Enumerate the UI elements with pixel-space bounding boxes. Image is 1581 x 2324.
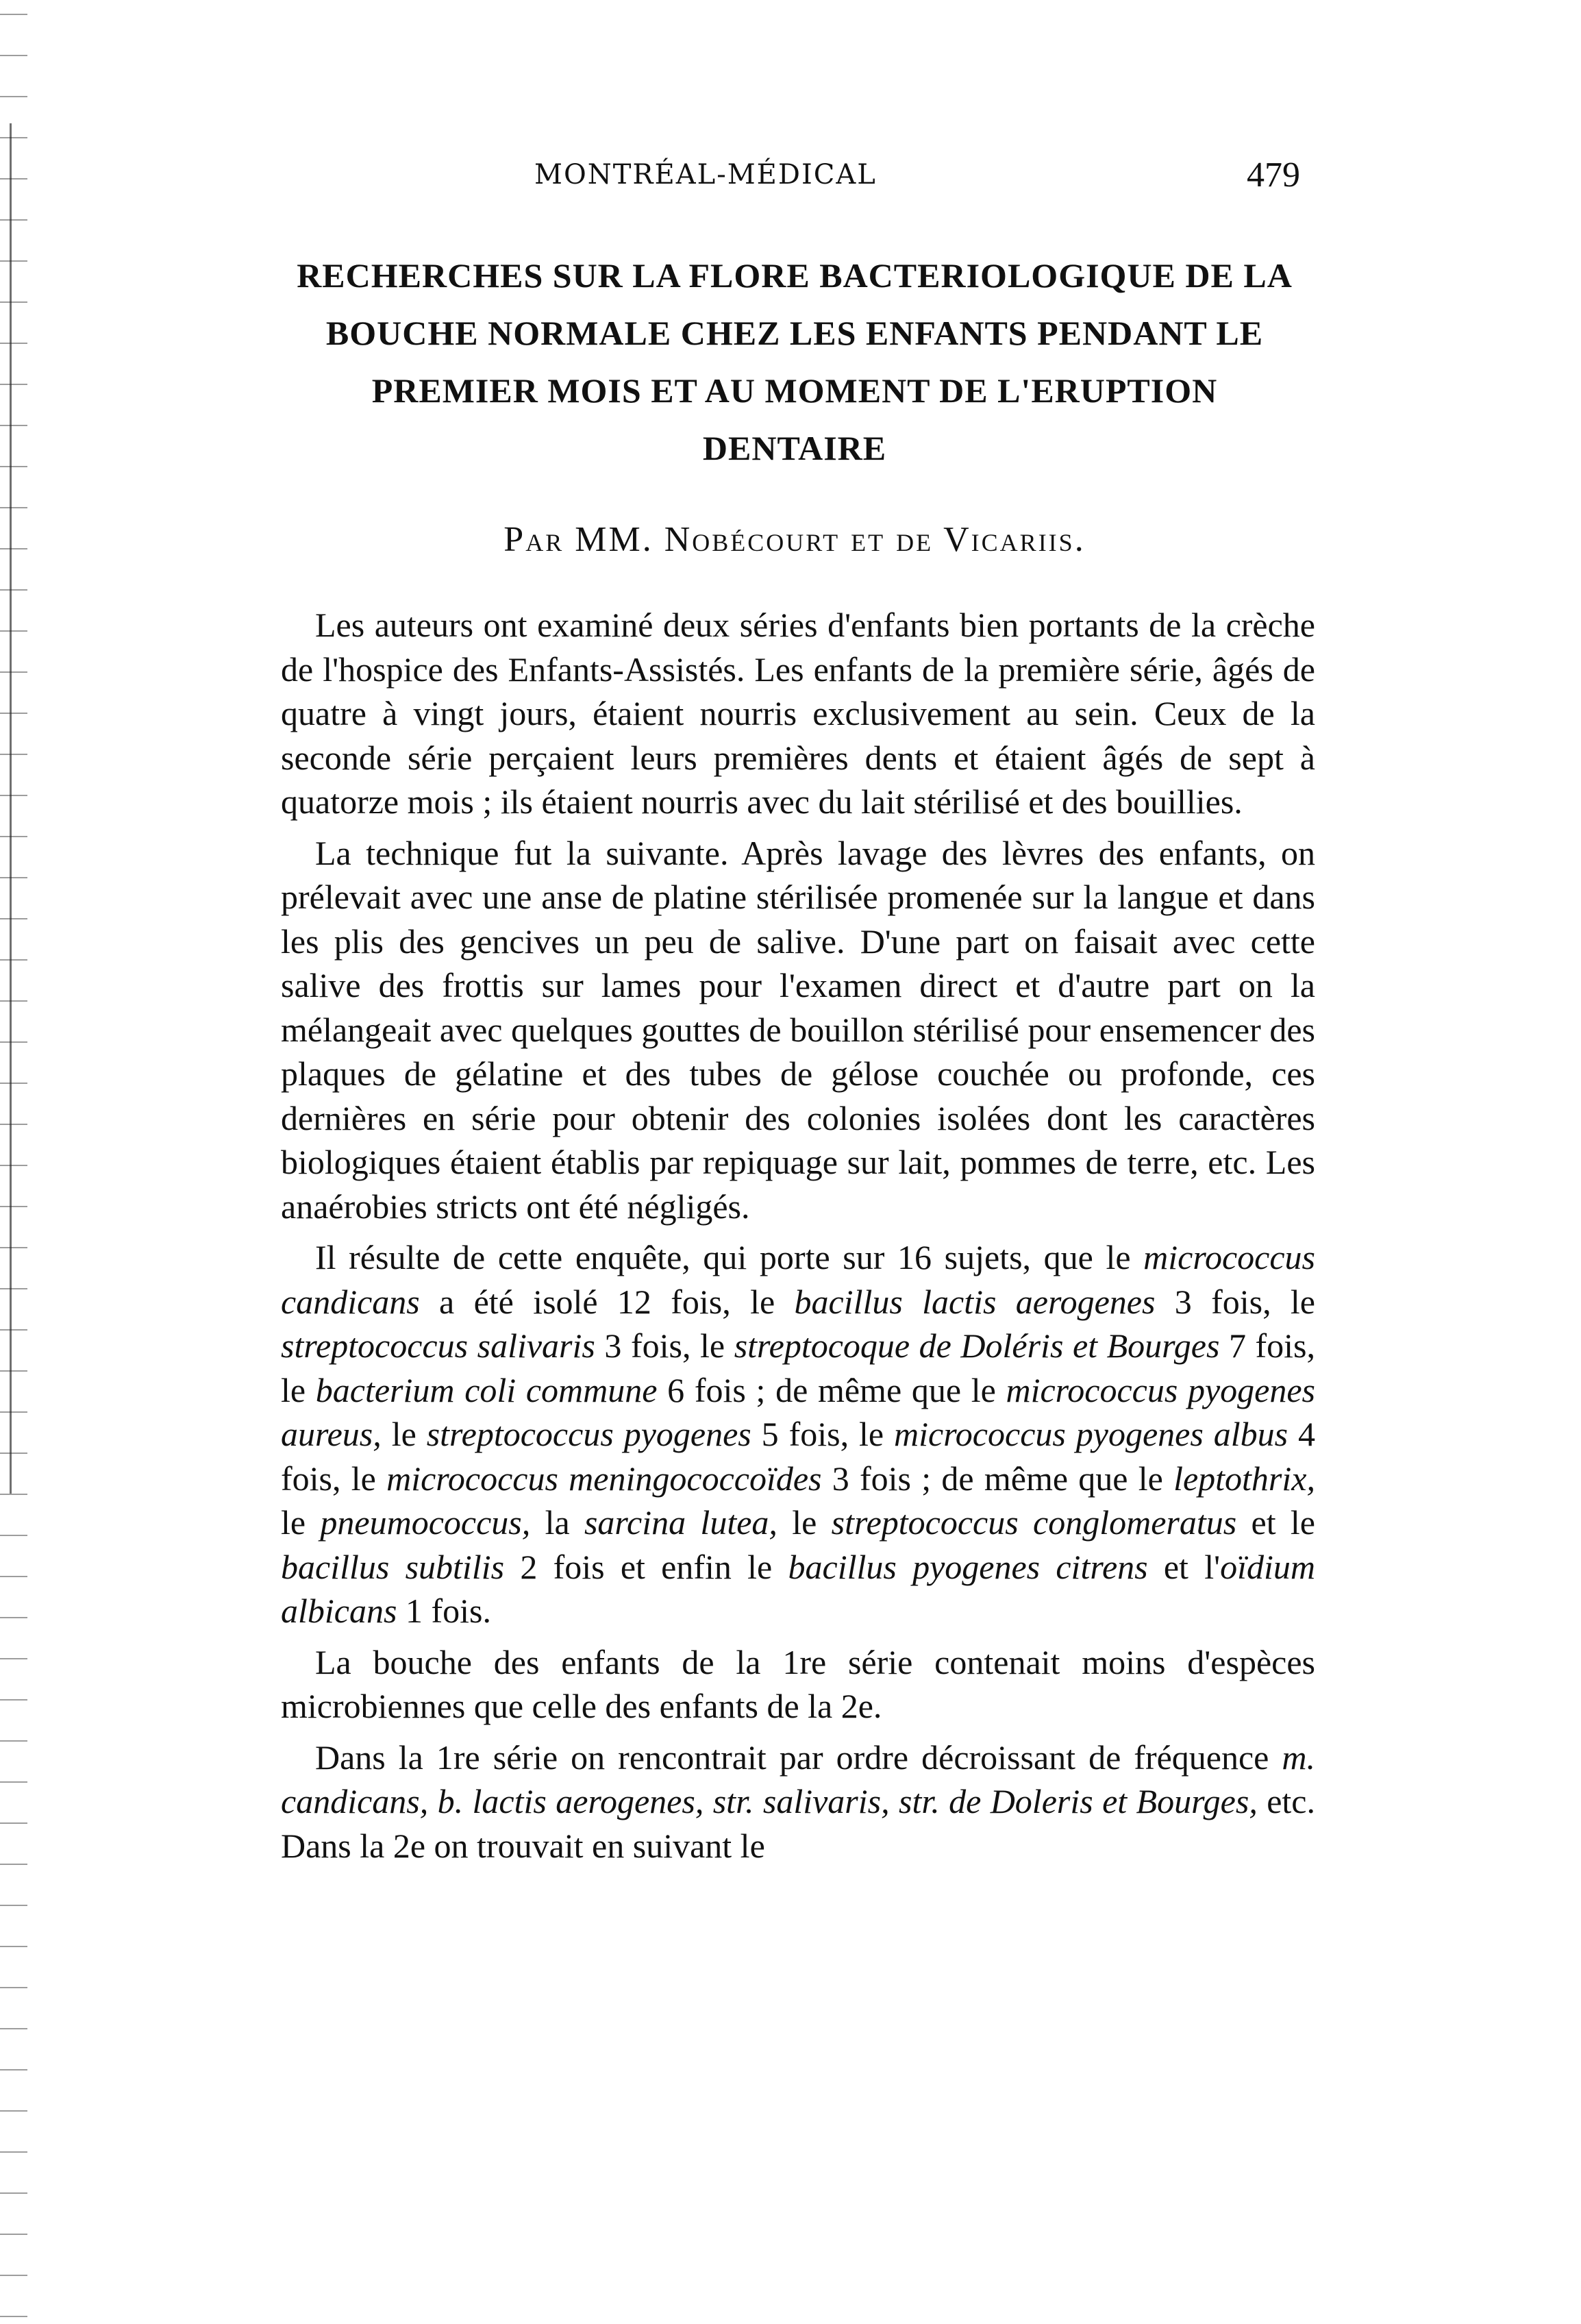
title-line: DENTAIRE — [702, 429, 887, 467]
scan-binding-line — [10, 123, 12, 1494]
text-run: la — [530, 1503, 584, 1542]
title-line: RECHERCHES SUR LA FLORE BACTERIOLOGIQUE DE LA — [297, 256, 1293, 295]
species-name: micrococcus candicans — [281, 1238, 1315, 1321]
text-run: 4 fois, le — [281, 1415, 1315, 1498]
species-name: sarcina lutea, — [584, 1503, 777, 1542]
text-run: etc. Dans la 2e on trouvait en suivant le — [281, 1782, 1315, 1865]
text-run: 6 fois ; de même que le — [657, 1370, 1006, 1409]
title-line: PREMIER MOIS ET AU MOMENT DE L'ERUPTION — [371, 371, 1218, 410]
text-run: le — [381, 1415, 427, 1453]
text-run: et le — [1236, 1503, 1315, 1542]
paragraph: La technique fut la suivante. Après lavage des lèvres des enfants, on prélevait avec une anse de platine stérilisée promenée sur la langue et dans les plis des gencives un peu de salive. D'une part on faisait avec cette salive des frottis sur lames pour l'examen direct et d'autre part on la mélangeait avec quelques gouttes de bouillon stérilisé pour ensemencer des plaques de gélatine et des tubes de gélose couchée ou profonde, ces dernières en série pour obtenir des colonies isolées dont les caractères biologiques étaient établis par repiquage sur lait, pommes de terre, etc. Les anaérobies stricts ont été négligés. — [281, 833, 1315, 1226]
text-run: et l' — [1147, 1547, 1221, 1586]
article-body — [281, 603, 1315, 1875]
page-number: 479 — [1247, 156, 1300, 195]
title-line: BOUCHE NORMALE CHEZ LES ENFANTS PENDANT LE — [325, 314, 1264, 352]
text-run: le — [777, 1503, 832, 1542]
text-run: Il résulte de cette enquête, qui porte sur 16 sujets, que le — [315, 1238, 1144, 1276]
page-header — [281, 156, 1300, 200]
text-run: 3 fois ; de même que le — [821, 1459, 1174, 1498]
text-run: 2 fois et enfin le — [504, 1547, 788, 1586]
text-run: Dans la 1re série on rencontrait par ordre décroissant de fréquence — [315, 1738, 1282, 1777]
paragraph — [281, 1235, 1315, 1633]
byline: Par MM. Nobécourt et de Vicariis. — [503, 520, 1086, 559]
species-name: streptococcus salivaris — [281, 1326, 595, 1365]
species-name: streptococcus conglomeratus — [831, 1503, 1237, 1542]
paragraph — [281, 1735, 1315, 1868]
species-name: pneumococcus, — [320, 1503, 531, 1542]
article-title — [247, 247, 1343, 477]
species-name: streptocoque de Doléris et Bourges — [734, 1326, 1220, 1365]
species-name: bacterium coli commune — [315, 1370, 658, 1409]
species-name: micrococcus pyogenes albus — [894, 1415, 1289, 1453]
species-name: oïdium albicans — [281, 1547, 1316, 1630]
species-name: bacillus subtilis — [281, 1547, 505, 1586]
species-name: micrococcus meningococcoïdes — [386, 1459, 822, 1498]
text-run: a été isolé 12 fois, le — [419, 1282, 795, 1321]
species-name: streptococcus pyogenes — [426, 1415, 751, 1453]
scan-margin-artifact — [0, 0, 27, 2324]
species-name: m. candicans, b. lactis aerogenes, str. salivaris, str. de Doleris et Bourges, — [281, 1738, 1315, 1820]
text-run: 1 fois. — [397, 1592, 491, 1630]
running-head: MONTRÉAL-MÉDICAL — [534, 159, 877, 190]
text-run: 5 fois, le — [751, 1415, 895, 1453]
species-name: bacillus lactis aerogenes — [794, 1282, 1156, 1321]
species-name: micrococcus pyogenes aureus, — [281, 1370, 1316, 1453]
species-name: leptothrix, — [1173, 1459, 1315, 1498]
text-run: 3 fois, le — [1155, 1282, 1315, 1321]
text-run: le — [281, 1503, 321, 1542]
text-run: 7 fois, le — [281, 1326, 1316, 1409]
paragraph: La bouche des enfants de la 1re série contenait moins d'espèces microbiennes que celle des enfants de la 2e. — [281, 1642, 1315, 1725]
species-name: bacillus pyogenes citrens — [788, 1547, 1148, 1586]
text-run: 3 fois, le — [595, 1326, 734, 1365]
paragraph: Les auteurs ont examiné deux séries d'enfants bien portants de la crèche de l'hospice des Enfants-Assistés. Les enfants de la première série, âgés de quatre à vingt jours, étaient nourris exclusivement au sein. Ceux de la seconde série perçaient leurs premières dents et étaient âgés de sept à quatorze mois ; ils étaient nourris avec du lait stérilisé et des bouillies. — [281, 606, 1315, 821]
